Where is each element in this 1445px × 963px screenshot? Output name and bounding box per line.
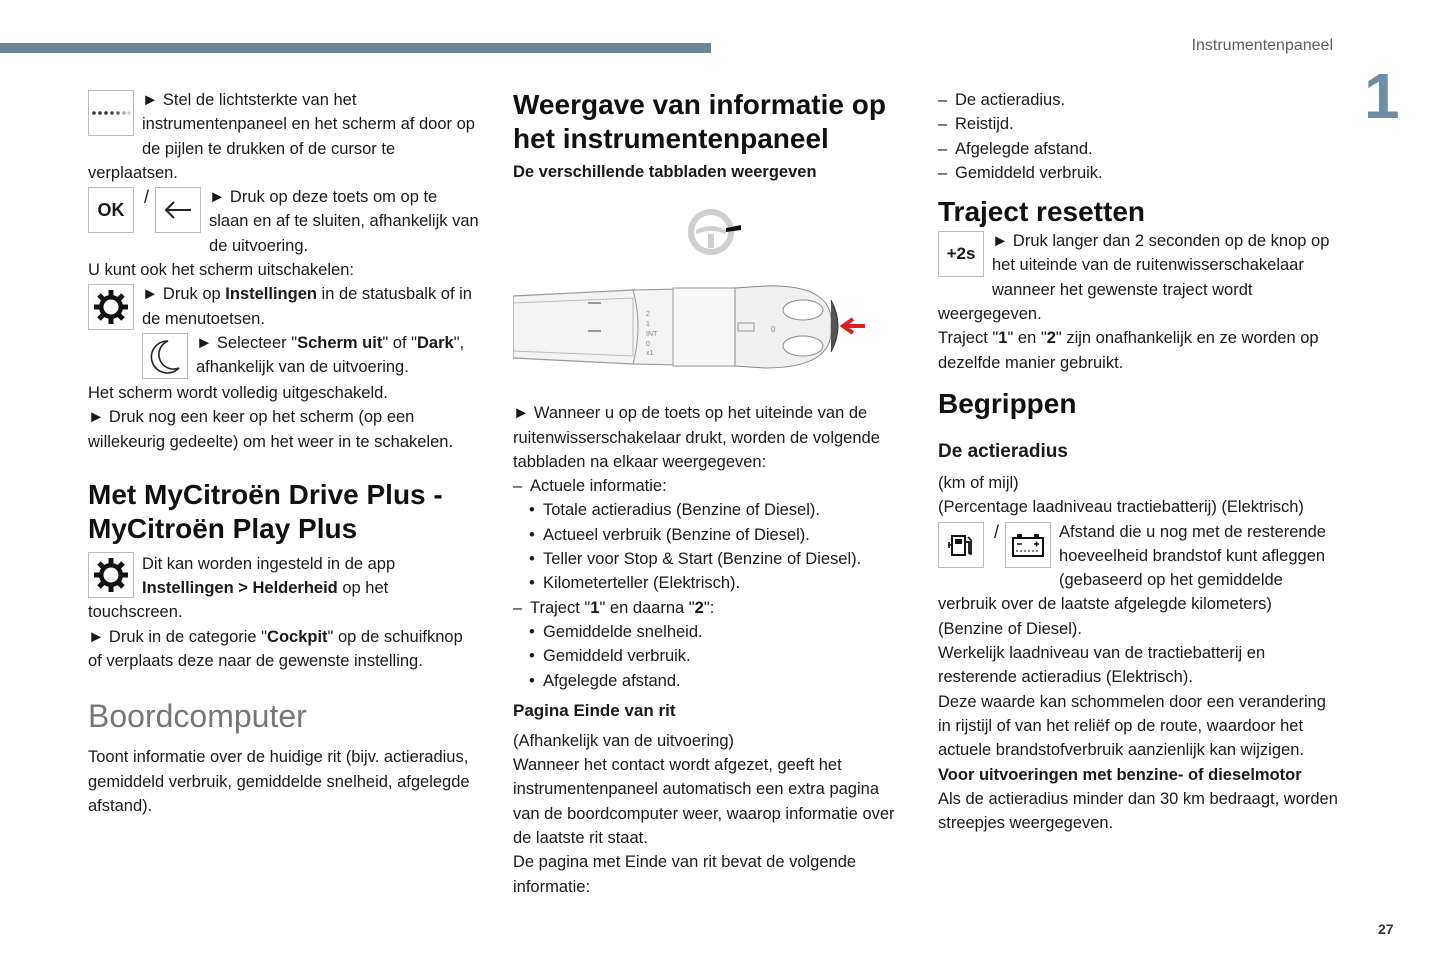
gear-icon [88,284,134,330]
tabs-list [513,474,908,498]
actieradius-battery: (Percentage laadniveau tractiebatterij) (Elektrisch) [938,498,1304,517]
list-item: • Gemiddelde snelheid. [513,620,908,644]
stalk-label: 0 [646,341,650,348]
list-item: – Afgelegde afstand. [938,137,1338,161]
stalk-label: INT [646,331,658,338]
end-text-3: De pagina met Einde van rit bevat de volgende informatie: [513,853,857,896]
list-item: • Afgelegde afstand. [513,669,908,693]
end-info-list [938,88,1338,185]
list-item: • Gemiddeld verbruik. [513,644,908,668]
end-of-trip-heading: Pagina Einde van rit [513,700,676,720]
back-text: ► Druk op deze toets om op te slaan en af te sluiten, afhankelijk van de uitvoering. [209,188,479,255]
dark-text: ► Selecteer "Scherm uit" of "Dark", afhankelijk van de uitvoering. [196,333,465,377]
mycitroen-heading: Met MyCitroën Drive Plus - MyCitroën Play Plus [88,478,443,544]
column-1 [88,88,480,818]
actieradius-heading: De actieradius [938,440,1068,462]
end-text-2: Wanneer het contact wordt afgezet, geeft het instrumentenpaneel automatisch een extra pagina van de boordcomputer weer, waarop informatie over de laatste rit staat. [513,756,895,848]
section-title: Instrumentenpaneel [1191,37,1333,54]
brightness-text: ► Stel de lichtsterkte van het instrumentenpaneel en het scherm af door op de pijlen te drukken of de cursor te verplaatsen. [88,91,475,182]
boordcomputer-text: Toont informatie over de huidige rit (bijv. actieradius, gemiddeld verbruik, gemiddelde snelheid, afgelegde afstand). [88,748,470,815]
boordcomputer-heading: Boordcomputer [88,698,307,735]
tabs-subheading: De verschillende tabbladen weergeven [513,163,817,181]
actieradius-electric: Werkelijk laadniveau van de tractiebatterij en resterende actieradius (Elektrisch). [938,644,1266,687]
list-item: • Teller voor Stop & Start (Benzine of Diesel). [513,547,908,571]
stalk-label: 0 [771,325,776,334]
actieradius-variation: Deze waarde kan schommelen door een verandering in rijstijl of van het reliëf op de route, waardoor het actuele brandstofverbruik aanzienlijk kan wijzigen. [938,692,1326,760]
header-bar [0,43,711,53]
list-item: • Actueel verbruik (Benzine of Diesel). [513,523,908,547]
intro-text: ► Wanneer u op de toets op het uiteinde van de ruitenwisserschakelaar drukt, worden de volgende tabbladen na elkaar weergegeven: [513,404,880,471]
moon-icon [142,333,188,379]
begrippen-heading: Begrippen [938,387,1077,419]
on-text: ► Druk nog een keer op het scherm (op een willekeurig gedeelte) om het weer in te schakelen. [88,408,454,451]
stalk-label: x1 [646,350,654,357]
list-item: • Kilometerteller (Elektrisch). [513,571,908,595]
list-item: – De actieradius. [938,88,1338,112]
press-2s-icon [938,231,984,277]
reset-text-2: Traject "1" en "2" zijn onafhankelijk en ze worden op dezelfde manier gebruikt. [938,329,1319,372]
fuel-pump-icon [938,522,984,568]
stalk-label: 1 [646,321,650,328]
chapter-number: 1 [1364,60,1400,132]
list-item: – Traject "1" en daarna "2": [513,596,908,620]
screen-off-text: U kunt ook het scherm uitschakelen: [88,261,354,280]
stalk-label: 2 [646,311,650,318]
app-text: Dit kan worden ingesteld in de app Instellingen > Helderheid op het touchscreen. [88,554,396,622]
reset-text: ► Druk langer dan 2 seconden op de knop op het uiteinde van de ruitenwisserschakelaar wanneer het gewenste traject wordt weergegeven. [938,232,1330,324]
weergave-heading: Weergave van informatie op het instrumentenpaneel [513,89,886,154]
end-text-1: (Afhankelijk van de uitvoering) [513,731,735,750]
off-text: Het scherm wordt volledig uitgeschakeld. [88,383,388,402]
column-3 [938,88,1338,835]
cockpit-text: ► Druk in de categorie "Cockpit" op de schuifknop of verplaats deze naar de gewenste instelling. [88,627,463,671]
list-item: – Reistijd. [938,112,1338,136]
list-item: • Totale actieradius (Benzine of Diesel). [513,498,908,522]
list-item: – Gemiddeld verbruik. [938,161,1338,185]
ok-button-icon [88,187,134,233]
current-info-list [513,498,908,595]
actieradius-unit: (km of mijl) [938,473,1019,492]
press-2s-label: +2s [946,244,976,264]
battery-icon [1005,522,1051,568]
slash: / [994,521,1000,542]
actieradius-text: Afstand die u nog met de resterende hoeveelheid brandstof kunt afleggen (gebaseerd op het gemiddelde verbruik over de laatste afgelegde kilometers) (Benzine of Diesel). [938,522,1326,638]
engine-note-heading: Voor uitvoeringen met benzine- of dieselmotor [938,765,1302,784]
trip-list [513,620,908,693]
reset-heading: Traject resetten [938,196,1145,228]
slash: / [144,187,150,208]
gear-icon [88,552,134,598]
page-number: 27 [1378,921,1394,937]
list-item: – Actuele informatie: [513,474,908,498]
settings-text: ► Druk op Instellingen in de statusbalk of in de menutoetsen. [142,285,472,328]
brightness-dots-icon [88,90,134,136]
wiper-stalk-illustration [513,198,893,378]
back-arrow-icon [155,187,201,233]
steering-wheel-icon [688,209,741,255]
engine-note-text: Als de actieradius minder dan 30 km bedraagt, worden streepjes weergegeven. [938,789,1338,833]
column-2 [513,88,908,899]
ok-label: OK [97,200,125,221]
